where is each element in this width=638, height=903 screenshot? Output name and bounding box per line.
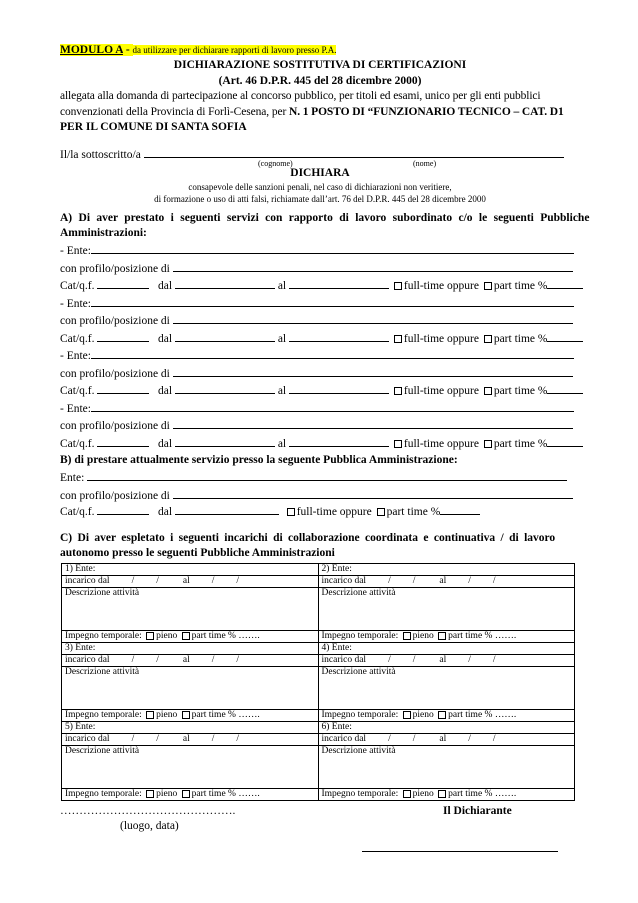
impegno-cell <box>318 631 575 643</box>
section-a-cat-field[interactable] <box>97 383 149 394</box>
section-a-part-field[interactable] <box>547 331 583 342</box>
date-slash: / <box>131 734 135 744</box>
section-a-cat-field[interactable] <box>97 331 149 342</box>
incarico-num: 4) <box>321 643 330 653</box>
pieno-label: pieno <box>156 631 178 641</box>
impegno-label: Impegno temporale: <box>65 789 142 799</box>
incarico-ente-label: Ente: <box>75 643 96 653</box>
parttime-label: part time % ……. <box>191 710 260 720</box>
descrizione-label: Descrizione attività <box>65 667 140 677</box>
section-a-dal-field[interactable] <box>175 331 275 342</box>
signature-line[interactable] <box>362 851 558 852</box>
section-a-parttime-checkbox[interactable] <box>484 282 492 290</box>
section-a-dal-label: dal <box>158 332 173 345</box>
incarico-dal-label: incarico dal <box>321 655 367 665</box>
section-a-cat-label: Cat/q.f. <box>60 280 95 292</box>
date-slash: / <box>412 576 416 586</box>
section-b-dal-label: dal <box>158 506 173 518</box>
date-slash: / <box>468 655 471 665</box>
section-a-cat-row <box>60 278 580 292</box>
date-slash: / <box>468 734 471 744</box>
incarico-al-label: al <box>182 734 190 744</box>
pieno-label: pieno <box>156 789 178 799</box>
section-a-part-label: part time % <box>493 280 548 292</box>
section-a-dal-label: dal <box>158 385 173 397</box>
section-b-profilo-label: con profilo/posizione di <box>60 490 170 502</box>
section-a-dal-field[interactable] <box>175 278 275 289</box>
section-b-part-label: part time % <box>386 506 441 518</box>
incarico-dates-cell[interactable] <box>62 655 319 667</box>
incarico-dates-cell[interactable] <box>62 576 319 588</box>
section-a-dal-label: dal <box>158 280 173 292</box>
section-a-cat-row <box>60 383 580 397</box>
incarico-ente-cell[interactable] <box>62 643 319 655</box>
incarico-ente-label: Ente: <box>331 564 352 574</box>
section-a-al-label: al <box>277 385 287 397</box>
section-a-al-label: al <box>277 280 287 292</box>
section-a-profilo-field[interactable] <box>173 418 573 429</box>
section-b-full-label: full-time oppure <box>296 506 372 518</box>
section-a-part-label: part time % <box>493 385 548 397</box>
section-a-dal-field[interactable] <box>175 436 275 447</box>
descrizione-cell[interactable] <box>318 588 575 631</box>
section-a-profilo-row <box>60 366 580 380</box>
intro-line-1: allegata alla domanda di partecipazione al concorso pubblico, per titoli ed esami, unico per gli enti pubblici <box>60 90 541 102</box>
section-b-profilo-row <box>60 488 580 502</box>
parttime-checkbox[interactable] <box>182 711 190 719</box>
section-a-ente-label: - Ente: <box>60 402 91 415</box>
date-slash: / <box>236 655 239 665</box>
section-a-parttime-checkbox[interactable] <box>484 335 492 343</box>
intro-line-3: PER IL COMUNE DI SANTA SOFIA <box>60 121 247 133</box>
descrizione-label: Descrizione attività <box>321 667 396 677</box>
incarico-al-label: al <box>439 655 447 665</box>
section-b-cat-label: Cat/q.f. <box>60 506 95 518</box>
descrizione-label: Descrizione attività <box>65 588 140 598</box>
impegno-cell <box>62 789 319 801</box>
incarico-num: 1) <box>65 564 73 574</box>
incarico-dal-label: incarico dal <box>321 734 367 744</box>
section-a-ente-row <box>60 348 580 362</box>
section-a-fulltime-checkbox[interactable] <box>394 440 402 448</box>
intro-line-2-bold: N. 1 POSTO DI “FUNZIONARIO TECNICO – CAT. D1 <box>288 106 564 118</box>
incarico-num: 5) <box>65 722 73 732</box>
section-a-part-field[interactable] <box>547 436 583 447</box>
pieno-checkbox[interactable] <box>146 711 154 719</box>
modulo-sep: - <box>122 44 133 56</box>
incarico-dal-label: incarico dal <box>65 576 110 586</box>
date-slash: / <box>388 576 391 586</box>
incarico-dal-label: incarico dal <box>65 655 110 665</box>
section-a-ente-label: - Ente: <box>60 245 91 257</box>
incarico-dates-cell[interactable] <box>318 576 575 588</box>
pieno-checkbox[interactable] <box>403 632 411 640</box>
intro-line-2 <box>60 106 564 118</box>
incarico-al-label: al <box>182 576 190 586</box>
modulo-label: MODULO A <box>60 44 123 56</box>
section-a-al-field[interactable] <box>289 331 389 342</box>
pieno-label: pieno <box>156 710 178 720</box>
identity-line <box>60 147 564 161</box>
section-a-al-field[interactable] <box>289 436 389 447</box>
incarico-ente-label: Ente: <box>331 722 352 732</box>
pieno-checkbox[interactable] <box>403 790 411 798</box>
section-a-part-field[interactable] <box>547 278 583 289</box>
incarico-ente-label: Ente: <box>75 564 96 574</box>
date-slash: / <box>131 576 135 586</box>
incarico-dal-label: incarico dal <box>65 734 110 744</box>
section-a-cat-field[interactable] <box>97 436 149 447</box>
section-a-al-label: al <box>277 437 287 450</box>
incarico-dates-cell[interactable] <box>318 655 575 667</box>
descrizione-label: Descrizione attività <box>321 588 396 598</box>
parttime-label: part time % ……. <box>191 631 260 641</box>
section-a-cat-label: Cat/q.f. <box>60 385 95 397</box>
incarico-ente-cell[interactable] <box>318 643 575 655</box>
section-a-cat-row <box>60 331 580 345</box>
section-a-dal-label: dal <box>158 437 173 450</box>
section-a-full-label: full-time oppure <box>403 332 479 345</box>
section-b-profilo-field[interactable] <box>173 488 573 499</box>
cognome-caption: (cognome) <box>258 159 293 168</box>
impegno-cell <box>318 710 575 722</box>
section-b-part-field[interactable] <box>440 504 480 515</box>
section-a-part-label: part time % <box>493 332 548 345</box>
descrizione-cell[interactable] <box>318 746 575 789</box>
section-a-dal-field[interactable] <box>175 383 275 394</box>
impegno-cell <box>318 789 575 801</box>
date-slash: / <box>236 576 239 586</box>
date-slash: / <box>388 734 391 744</box>
parttime-checkbox[interactable] <box>182 632 190 640</box>
date-slash: / <box>156 576 159 586</box>
section-a-profilo-row <box>60 418 580 432</box>
section-c-title-2: autonomo presso le seguenti Pubbliche Amministrazioni <box>60 547 335 559</box>
impegno-label: Impegno temporale: <box>321 710 399 720</box>
section-a-parttime-checkbox[interactable] <box>484 387 492 395</box>
section-a-ente-row <box>60 401 580 415</box>
nome-caption: (nome) <box>413 159 437 168</box>
descrizione-cell[interactable] <box>62 667 319 710</box>
parttime-checkbox[interactable] <box>438 711 446 719</box>
pieno-checkbox[interactable] <box>403 711 411 719</box>
incarico-num: 3) <box>65 643 73 653</box>
parttime-label: part time % ……. <box>448 710 517 720</box>
section-a-profilo-field[interactable] <box>173 261 573 272</box>
dichiara-note-1: consapevole delle sanzioni penali, nel caso di dichiarazioni non veritiere, <box>188 182 452 192</box>
incarico-ente-label: Ente: <box>75 722 96 732</box>
descrizione-label: Descrizione attività <box>65 746 140 756</box>
date-slash: / <box>388 655 391 665</box>
section-a-al-label: al <box>277 332 287 345</box>
parttime-checkbox[interactable] <box>438 632 446 640</box>
section-b-cat-field[interactable] <box>97 504 149 515</box>
date-slash: / <box>492 734 496 744</box>
section-a-fulltime-checkbox[interactable] <box>394 282 402 290</box>
incarico-ente-cell[interactable] <box>62 564 319 576</box>
date-slash: / <box>156 655 159 665</box>
luogo-caption: (luogo, data) <box>120 820 179 832</box>
date-slash: / <box>211 734 215 744</box>
section-a-al-field[interactable] <box>289 383 389 394</box>
impegno-label: Impegno temporale: <box>65 631 142 641</box>
incarico-al-label: al <box>439 576 447 586</box>
impegno-label: Impegno temporale: <box>321 789 399 799</box>
section-a-ente-field[interactable] <box>91 401 574 412</box>
section-a-full-label: full-time oppure <box>403 437 479 450</box>
date-slash: / <box>492 655 496 665</box>
date-slash: / <box>492 576 496 586</box>
date-slash: / <box>131 655 135 665</box>
incarico-al-label: al <box>439 734 447 744</box>
section-a-parttime-checkbox[interactable] <box>484 440 492 448</box>
parttime-label: part time % ……. <box>448 789 517 799</box>
date-slash: / <box>412 655 416 665</box>
section-b-dal-field[interactable] <box>175 504 279 515</box>
impegno-label: Impegno temporale: <box>65 710 142 720</box>
section-a-ente-field[interactable] <box>91 243 574 254</box>
parttime-checkbox[interactable] <box>438 790 446 798</box>
descrizione-label: Descrizione attività <box>321 746 396 756</box>
parttime-label: part time % ……. <box>448 631 517 641</box>
luogo-dots[interactable]: ………………………………………. <box>60 805 236 817</box>
dichiarante-label: Il Dichiarante <box>443 805 512 817</box>
modulo-note: da utilizzare per dichiarare rapporti di lavoro presso P.A. <box>132 45 337 55</box>
incarico-num: 2) <box>321 564 330 574</box>
section-a-ente-label: - Ente: <box>60 350 91 362</box>
doc-title: DICHIARAZIONE SOSTITUTIVA DI CERTIFICAZIONI <box>173 59 467 71</box>
identity-field[interactable] <box>144 147 564 158</box>
section-a-fulltime-checkbox[interactable] <box>394 335 402 343</box>
section-a-cat-label: Cat/q.f. <box>60 437 95 450</box>
incarico-dal-label: incarico dal <box>321 576 367 586</box>
section-b-title: B) di prestare attualmente servizio presso la seguente Pubblica Amministrazione: <box>60 454 458 466</box>
section-a-part-field[interactable] <box>547 383 583 394</box>
section-a-ente-field[interactable] <box>91 348 574 359</box>
parttime-label: part time % ……. <box>191 789 260 799</box>
incarico-ente-cell[interactable] <box>318 722 575 734</box>
section-a-profilo-field[interactable] <box>173 366 573 377</box>
doc-subtitle: (Art. 46 D.P.R. 445 del 28 dicembre 2000) <box>218 75 422 87</box>
section-a-full-label: full-time oppure <box>403 280 479 292</box>
date-slash: / <box>236 734 239 744</box>
incarico-ente-cell[interactable] <box>62 722 319 734</box>
section-a-profilo-label: con profilo/posizione di <box>60 262 170 275</box>
impegno-cell <box>62 710 319 722</box>
section-a-profilo-field[interactable] <box>173 313 573 324</box>
section-a-profilo-row <box>60 261 580 275</box>
parttime-checkbox[interactable] <box>182 790 190 798</box>
section-a-ente-row <box>60 243 580 257</box>
intro-line-2-plain: convenzionati della Provincia di Forlì-Cesena, per <box>60 106 289 118</box>
impegno-cell <box>62 631 319 643</box>
identity-label: Il/la sottoscritto/a <box>60 149 141 161</box>
section-a-profilo-label: con profilo/posizione di <box>60 315 170 327</box>
section-b-fulltime-checkbox[interactable] <box>287 508 295 516</box>
pieno-label: pieno <box>412 789 434 799</box>
date-slash: / <box>211 655 215 665</box>
section-b-cat-row <box>60 504 580 518</box>
section-a-cat-field[interactable] <box>97 278 149 289</box>
section-b-ente-row <box>60 470 580 484</box>
section-a-profilo-label: con profilo/posizione di <box>60 367 170 380</box>
descrizione-cell[interactable] <box>62 746 319 789</box>
section-b-ente-field[interactable] <box>87 470 567 481</box>
incarico-ente-label: Ente: <box>331 643 352 653</box>
pieno-checkbox[interactable] <box>146 790 154 798</box>
section-a-title-1: A) Di aver prestato i seguenti servizi con rapporto di lavoro subordinato c/o le seguenti Pubbliche <box>60 212 590 224</box>
incarico-num: 6) <box>321 722 330 732</box>
section-a-profilo-label: con profilo/posizione di <box>60 420 170 432</box>
section-a-ente-row <box>60 296 580 310</box>
section-a-cat-row <box>60 436 580 450</box>
dichiara-title: DICHIARA <box>290 167 350 179</box>
section-a-title-2: Amministrazioni: <box>60 227 147 239</box>
section-b-parttime-checkbox[interactable] <box>377 508 385 516</box>
incarico-al-label: al <box>182 655 190 665</box>
section-b-ente-label: Ente: <box>60 472 85 484</box>
incarichi-table <box>61 563 575 801</box>
date-slash: / <box>156 734 159 744</box>
impegno-label: Impegno temporale: <box>321 631 399 641</box>
descrizione-cell[interactable] <box>62 588 319 631</box>
incarico-dates-cell[interactable] <box>62 734 319 746</box>
section-a-ente-label: - Ente: <box>60 297 91 310</box>
section-a-cat-label: Cat/q.f. <box>60 332 95 345</box>
descrizione-cell[interactable] <box>318 667 575 710</box>
modulo-line <box>60 44 336 56</box>
pieno-label: pieno <box>412 631 434 641</box>
date-slash: / <box>468 576 471 586</box>
section-c-title-1: C) Di aver espletato i seguenti incarichi di collaborazione coordinata e continuativa / di lavoro <box>60 532 556 544</box>
dichiara-note-2: di formazione o uso di atti falsi, richiamate dall’art. 76 del D.P.R. 445 del 28 dicembre 2000 <box>154 194 486 204</box>
section-a-full-label: full-time oppure <box>403 385 479 397</box>
pieno-label: pieno <box>412 710 434 720</box>
section-a-part-label: part time % <box>493 437 548 450</box>
section-a-fulltime-checkbox[interactable] <box>394 387 402 395</box>
section-a-profilo-row <box>60 313 580 327</box>
incarico-ente-cell[interactable] <box>318 564 575 576</box>
date-slash: / <box>412 734 416 744</box>
date-slash: / <box>211 576 215 586</box>
section-a-ente-field[interactable] <box>91 296 574 307</box>
incarico-dates-cell[interactable] <box>318 734 575 746</box>
pieno-checkbox[interactable] <box>146 632 154 640</box>
section-a-al-field[interactable] <box>289 278 389 289</box>
